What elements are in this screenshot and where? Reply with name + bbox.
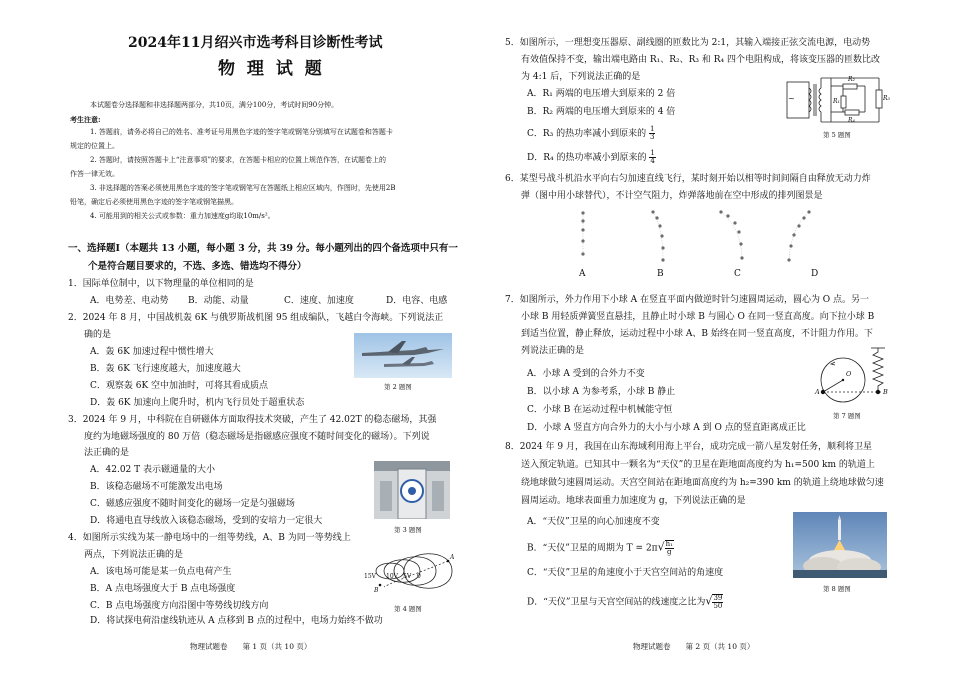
q8-option-d-text: D．“天仪”卫星与天宫空间站的线速度之比为 bbox=[527, 597, 706, 608]
note-line: 规定的位置上。 bbox=[70, 142, 119, 150]
q4-option-a: A．该电场可能是某一负点电荷产生 bbox=[90, 567, 232, 577]
q4-option-d: D．将试探电荷沿虚线轨迹从 A 点移到 B 点的过程中，电场力始终不做功 bbox=[90, 616, 383, 626]
q8-option-b-text: B．“天仪”卫星的周期为 T = 2π bbox=[527, 543, 658, 554]
q1-option-a: A．电势差、电动势 bbox=[90, 296, 169, 306]
q8-rocket-photo bbox=[793, 512, 887, 578]
q8-stem-cont: 绕地球做匀速圆周运动。天宫空间站在距地面高度约为 h₂=390 km 的轨道上绕地球做匀速 bbox=[521, 478, 884, 488]
note-line: 2. 答题时，请按照答题卡上“注意事项”的要求，在答题卡相应的位置上规范作答，在试题卷上的 bbox=[90, 156, 387, 164]
q2-caption: 第 2 题图 bbox=[384, 383, 412, 391]
q7-label-o: O bbox=[846, 370, 852, 378]
q4-caption: 第 4 题图 bbox=[394, 605, 422, 613]
q5-label-r2: R₂ bbox=[848, 76, 855, 83]
q6-label-c: C bbox=[734, 269, 741, 279]
q7-caption: 第 7 题图 bbox=[833, 412, 861, 420]
q5-transformer-circuit bbox=[785, 74, 891, 126]
q4-label-a: A bbox=[450, 554, 455, 561]
q5-stem-cont: 为 4:1 后，下列说法正确的是 bbox=[521, 72, 641, 82]
q4-option-b: B．A 点电场强度大于 B 点电场强度 bbox=[90, 584, 236, 594]
q2-option-d: D．轰 6K 加速向上爬升时，机内飞行员处于超重状态 bbox=[90, 398, 305, 408]
q5-option-d-text: D．R₄ 的热功率减小到原来的 bbox=[527, 153, 647, 163]
q5-label-r4: R₄ bbox=[848, 117, 855, 124]
q1-option-b: B．动能、动量 bbox=[188, 296, 249, 306]
q6-options-diagram bbox=[573, 208, 823, 272]
q7-option-c: C．小球 B 在运动过程中机械能守恒 bbox=[527, 405, 673, 415]
q5-option-a: A．R₁ 两端的电压增大到原来的 2 倍 bbox=[527, 89, 676, 99]
q8-option-b-fraction: $\frac{\text{h₁}}{g}$ bbox=[665, 540, 673, 556]
q5-option-b: B．R₂ 两端的电压增大到原来的 4 倍 bbox=[527, 107, 676, 117]
q8-stem-cont: 圆周运动。地球表面重力加速度为 g，下列说法正确的是 bbox=[521, 496, 746, 506]
q4-equipotential-diagram bbox=[364, 541, 456, 601]
q4-label-0: 0 bbox=[417, 573, 421, 580]
q8-caption: 第 8 题图 bbox=[823, 585, 851, 593]
q7-stem-cont: 列说法正确的是 bbox=[521, 346, 585, 356]
note-line: 铅笔，确定后必须使用黑色字迹的签字笔或钢笔描黑。 bbox=[70, 198, 238, 206]
q1-stem: 1．国际单位制中，以下物理量的单位相同的是 bbox=[68, 279, 254, 289]
q1-option-c: C．速度、加速度 bbox=[284, 296, 354, 306]
intro-text: 本试题卷分选择题和非选择题两部分，共10页，满分100分，考试时间90分钟。 bbox=[90, 101, 339, 109]
q8-option-d-fraction: $\frac{39}{50}$ bbox=[713, 594, 723, 610]
q6-label-d: D bbox=[811, 269, 819, 279]
q6-stem-cont: 弹（图中用小球替代），不计空气阻力，炸弹落地前在空中形成的排列图景是 bbox=[521, 191, 823, 201]
q7-option-d: D．小球 A 竖直方向合外力的大小与小球 A 到 O 点的竖直距离成正比 bbox=[527, 423, 806, 433]
q4-stem: 4．如图所示实线为某一静电场中的一组等势线，A、B 为同一等势线上 bbox=[68, 533, 351, 543]
q3-option-a: A．42.02 T 表示磁通量的大小 bbox=[90, 465, 215, 475]
section-heading-cont: 个是符合题目要求的，不选、多选、错选均不得分） bbox=[88, 261, 307, 272]
q5-option-c-fraction: $\frac{1}{3}$ bbox=[650, 125, 655, 141]
q5-option-d-fraction: $\frac{1}{4}$ bbox=[650, 149, 655, 165]
q3-magnet-photo bbox=[374, 461, 450, 519]
q1-option-d: D．电容、电感 bbox=[386, 296, 448, 306]
q3-option-b: B．该稳态磁场不可能激发出电场 bbox=[90, 482, 223, 492]
q7-label-a: A bbox=[815, 388, 820, 396]
q7-option-a: A．小球 A 受到的合外力不变 bbox=[527, 369, 645, 379]
q3-caption: 第 3 题图 bbox=[394, 526, 422, 534]
q2-option-a: A．轰 6K 加速过程中惯性增大 bbox=[90, 347, 214, 357]
q4-label-b: B bbox=[374, 587, 379, 594]
q4-label-5v: 5V bbox=[403, 573, 412, 580]
q2-option-c: C．观察轰 6K 空中加油时，可将其看成质点 bbox=[90, 381, 269, 391]
q4-label-15v: 15V bbox=[364, 573, 376, 580]
q3-option-d: D．将通电直导线放入该稳态磁场，受到的安培力一定很大 bbox=[90, 516, 323, 526]
q3-option-c: C．磁感应强度不随时间变化的磁场一定是匀强磁场 bbox=[90, 499, 295, 509]
q4-stem-cont: 两点，下列说法正确的是 bbox=[84, 550, 184, 560]
q5-option-c-text: C．R₃ 的热功率减小到原来的 bbox=[527, 129, 647, 139]
q8-option-c: C．“天仪”卫星的角速度小于天宫空间站的角速度 bbox=[527, 568, 724, 578]
q3-stem-cont: 度约为地磁场强度的 80 万倍（稳态磁场是指磁感应强度不随时间变化的磁场）。下列说 bbox=[84, 432, 430, 442]
subject-title: 物 理 试 题 bbox=[218, 59, 325, 79]
q8-option-b: B．“天仪”卫星的周期为 T = 2π√ $\frac{\text{h₁}}{g}$ bbox=[527, 540, 673, 556]
q7-stem: 7．如图所示，外力作用下小球 A 在竖直平面内做逆时针匀速圆周运动，圆心为 O 点。另一 bbox=[505, 295, 870, 305]
q5-label-r3: R₃ bbox=[883, 95, 890, 102]
q7-circle-spring-diagram bbox=[809, 346, 889, 410]
exam-title: 2024年11月绍兴市选考科目诊断性考试 bbox=[128, 35, 383, 51]
q7-label-b: B bbox=[883, 388, 888, 396]
q2-plane-photo bbox=[354, 333, 452, 378]
q5-stem-cont: 有效值保持不变，输出端电路由 R₁、R₂、R₃ 和 R₄ 四个电阻构成，将该变压器的匝数比改 bbox=[521, 55, 880, 65]
note-line: 作答一律无效。 bbox=[70, 170, 119, 178]
section-heading: 一、选择题Ⅰ（本题共 13 小题，每小题 3 分，共 39 分。每小题列出的四个备选项中只有一 bbox=[68, 243, 458, 254]
right-footer: 物理试题卷 第 2 页（共 10 页） bbox=[633, 642, 755, 651]
q8-stem: 8．2024 年 9 月，我国在山东海域利用海上平台，成功完成一箭八星发射任务，顺利将卫星 bbox=[505, 442, 872, 452]
q7-stem-cont: 小球 B 用轻质弹簧竖直悬挂，且静止时小球 B 与圆心 O 在同一竖直高度。向下拉小球 B bbox=[521, 312, 875, 322]
q5-ac-source-icon: ~ bbox=[788, 94, 795, 103]
q5-label-r1: R₁ bbox=[833, 98, 840, 105]
q7-stem-cont: 到适当位置，静止释放，运动过程中小球 A、B 始终在同一竖直高度，不计阻力作用。下 bbox=[521, 329, 873, 339]
q5-stem: 5．如图所示，一理想变压器原、副线圈的匝数比为 2:1，其输入端接正弦交流电源，电动势 bbox=[505, 38, 871, 48]
left-footer: 物理试题卷 第 1 页（共 10 页） bbox=[190, 642, 312, 651]
q8-stem-cont: 送入预定轨道。已知其中一颗名为“天仪”的卫星在距地面高度约为 h₁=500 km 的轨道上 bbox=[521, 460, 875, 470]
q5-option-c bbox=[527, 126, 655, 141]
q6-label-b: B bbox=[657, 269, 664, 279]
notes-header: 考生注意: bbox=[70, 115, 101, 124]
q6-label-a: A bbox=[579, 269, 586, 279]
note-line: 1. 答题前，请务必将自己的姓名、准考证号用黑色字迹的签字笔或钢笔分别填写在试题卷和答题卡 bbox=[90, 128, 393, 136]
q2-option-b: B．轰 6K 飞行速度越大，加速度越大 bbox=[90, 364, 241, 374]
q3-stem: 3．2024 年 9 月，中科院在自研磁体方面取得技术突破，产生了 42.02T 的稳态磁场，其强 bbox=[68, 415, 437, 425]
q2-stem: 2．2024 年 8 月，中国战机轰 6K 与俄罗斯战机图 95 组成编队，飞越白令海峡。下列说法正 bbox=[68, 313, 444, 323]
note-line: 4. 可能用到的相关公式或参数：重力加速度g均取10m/s²。 bbox=[90, 212, 275, 220]
q8-option-a: A．“天仪”卫星的向心加速度不变 bbox=[527, 517, 660, 527]
q8-option-d: D．“天仪”卫星与天宫空间站的线速度之比为√ $\frac{39}{50}$ bbox=[527, 594, 723, 610]
note-line: 3. 非选择题的答案必须使用黑色字迹的签字笔或钢笔写在答题纸上相应区域内，作图时，先使用2B bbox=[90, 184, 396, 192]
q4-label-10v: 10V bbox=[386, 573, 398, 580]
q7-option-b: B．以小球 A 为参考系，小球 B 静止 bbox=[527, 387, 676, 397]
q4-option-c: C．B 点电场强度方向沿图中等势线切线方向 bbox=[90, 601, 269, 611]
q6-stem: 6．某型号战斗机沿水平向右匀加速直线飞行，某时刻开始以相等时间间隔自由释放无动力炸 bbox=[505, 174, 871, 184]
q5-caption: 第 5 题图 bbox=[823, 131, 851, 139]
q5-option-d bbox=[527, 150, 656, 165]
q3-stem-cont: 法正确的是 bbox=[84, 448, 130, 458]
q2-stem-cont: 确的是 bbox=[84, 330, 112, 340]
